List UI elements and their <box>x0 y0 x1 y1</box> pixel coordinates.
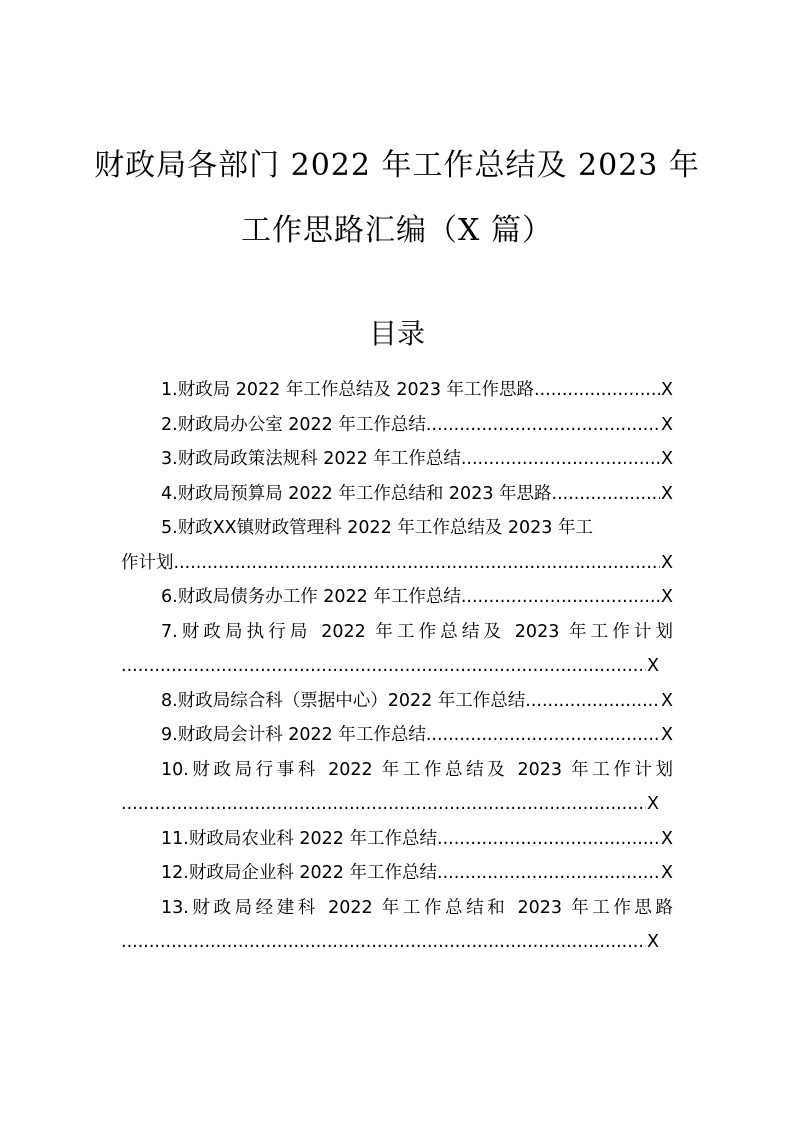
toc-leader-dots <box>461 580 660 615</box>
toc-heading: 目录 <box>368 317 425 350</box>
toc-entry-page: X <box>647 932 659 952</box>
toc-leader-dots <box>121 787 646 822</box>
toc-entry-page: X <box>661 863 673 883</box>
toc-entry-page: X <box>661 483 673 504</box>
toc-entry-title: 4.财政局预算局 2022 年工作总结和 2023 年思路 <box>161 483 552 504</box>
toc-entry-7[interactable] <box>121 615 673 684</box>
document-title-line-2: 工作思路汇编（X 篇） <box>241 213 553 248</box>
toc-entry-8[interactable] <box>121 684 673 719</box>
toc-entry-page: X <box>647 794 659 814</box>
toc-entry-continuation <box>121 925 673 960</box>
toc-entry-title: 8.财政局综合科（票据中心）2022 年工作总结 <box>161 690 526 711</box>
toc-entry-12[interactable] <box>121 856 673 891</box>
toc-entry-title: 2.财政局办公室 2022 年工作总结 <box>161 414 426 435</box>
toc-entry-5[interactable] <box>121 511 673 580</box>
toc-entry-title: 6.财政局债务办工作 2022 年工作总结 <box>161 587 461 607</box>
toc-entry-continuation <box>121 787 673 822</box>
toc-leader-dots <box>121 649 646 684</box>
toc-leader-dots <box>534 373 660 408</box>
toc-entry-6[interactable] <box>121 580 673 615</box>
toc-entry-1[interactable] <box>121 373 673 408</box>
toc-entry-page: X <box>661 552 673 573</box>
toc-leader-dots <box>437 822 660 857</box>
toc-entry-page: X <box>661 414 673 435</box>
toc-entry-page: X <box>661 380 673 400</box>
table-of-contents <box>121 373 673 960</box>
toc-leader-dots <box>174 546 661 581</box>
toc-entry-title-line-1: 7.财政局执行局 2022 年工作总结及 2023 年工作计划 <box>161 621 673 642</box>
toc-entry-page: X <box>661 725 673 745</box>
toc-entry-title: 11.财政局农业科 2022 年工作总结 <box>161 828 437 849</box>
toc-entry-title: 12.财政局企业科 2022 年工作总结 <box>161 863 437 883</box>
toc-entry-page: X <box>661 690 673 711</box>
toc-entry-title-line-2: 作计划 <box>121 552 174 573</box>
toc-entry-title: 3.财政局政策法规科 2022 年工作总结 <box>161 449 461 469</box>
toc-entry-page: X <box>661 587 673 607</box>
toc-entry-11[interactable] <box>121 822 673 857</box>
toc-entry-4[interactable] <box>121 477 673 512</box>
toc-entry-page: X <box>661 828 673 849</box>
toc-leader-dots <box>121 925 646 960</box>
document-title-line-1: 财政局各部门 2022 年工作总结及 2023 年 <box>94 148 700 183</box>
toc-entry-title: 9.财政局会计科 2022 年工作总结 <box>161 725 426 745</box>
toc-entry-continuation <box>121 649 673 684</box>
toc-leader-dots <box>426 718 660 753</box>
toc-entry-10[interactable] <box>121 753 673 822</box>
toc-entry-13[interactable] <box>121 891 673 960</box>
toc-leader-dots <box>426 408 660 443</box>
toc-entry-title-line-1: 5.财政XX镇财政管理科 2022 年工作总结及 2023 年工 <box>161 518 593 538</box>
toc-leader-dots <box>552 477 660 512</box>
toc-entry-title-line-1: 13.财政局经建科 2022 年工作总结和 2023 年工作思路 <box>161 897 673 918</box>
toc-entry-title: 1.财政局 2022 年工作总结及 2023 年工作思路 <box>161 380 535 400</box>
toc-entry-page: X <box>661 449 673 469</box>
toc-entry-9[interactable] <box>121 718 673 753</box>
toc-entry-3[interactable] <box>121 442 673 477</box>
toc-entry-page: X <box>647 656 659 676</box>
toc-entry-2[interactable] <box>121 408 673 443</box>
toc-entry-title-line-1: 10.财政局行事科 2022 年工作总结及 2023 年工作计划 <box>161 759 673 780</box>
toc-entry-continuation <box>121 546 673 581</box>
toc-leader-dots <box>437 856 660 891</box>
toc-leader-dots <box>525 684 660 719</box>
toc-leader-dots <box>461 442 660 477</box>
